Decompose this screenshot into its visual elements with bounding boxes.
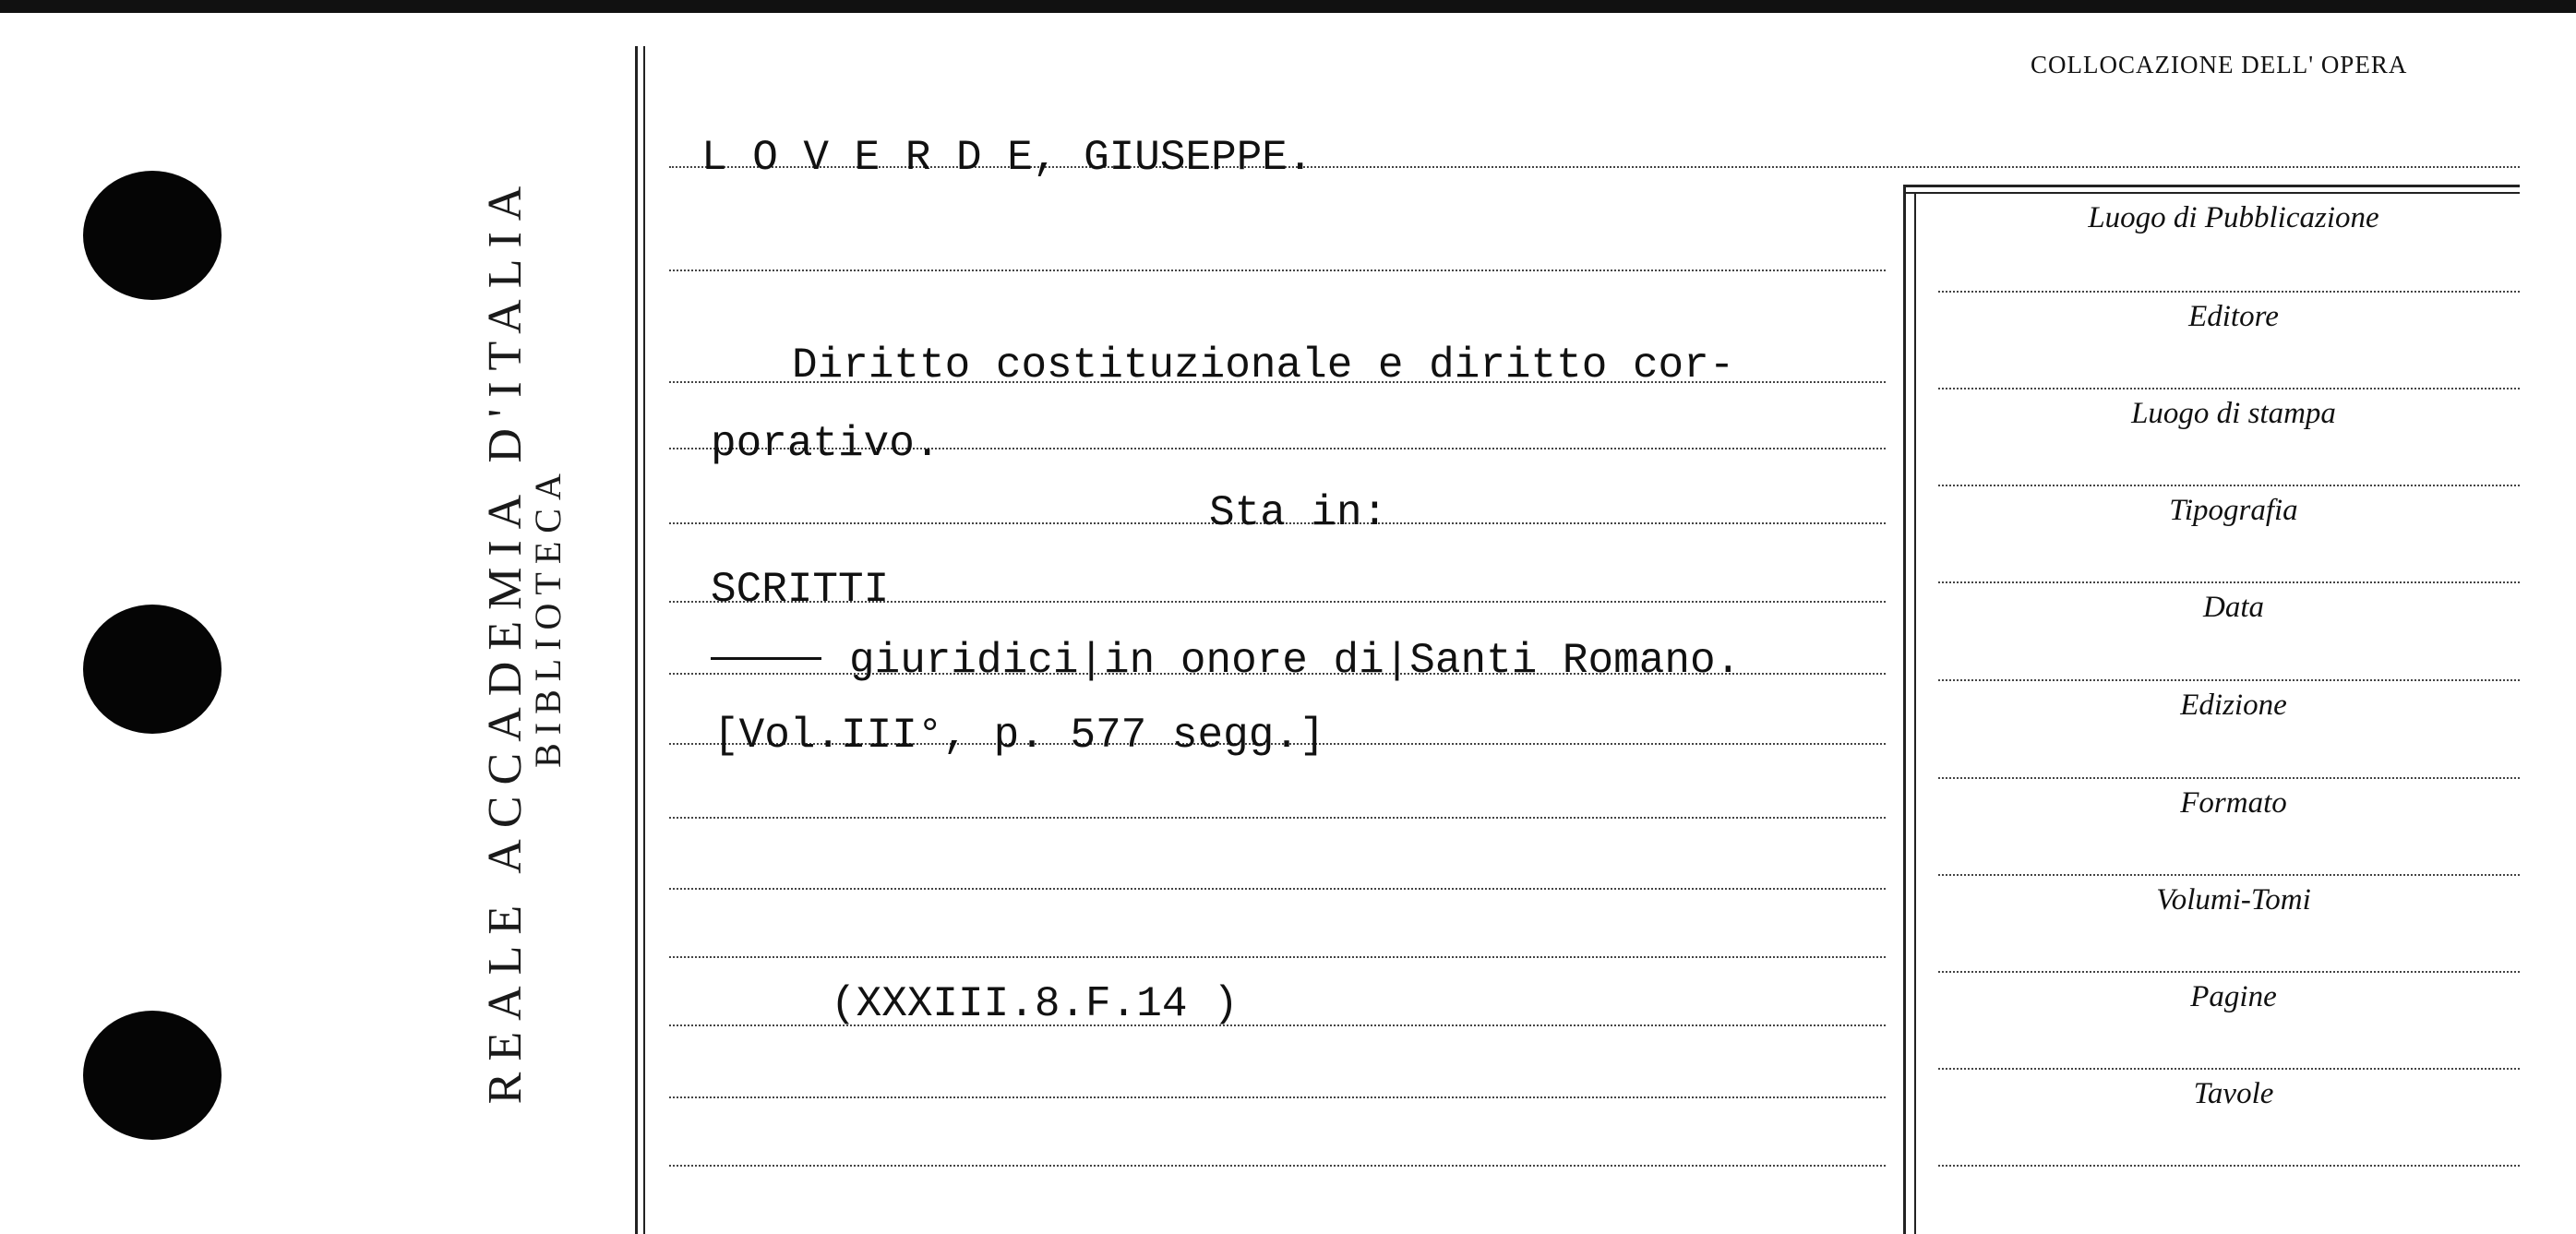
author-name: L O V E R D E, GIUSEPPE. (701, 134, 1313, 182)
left-margin-rule-inner (643, 46, 645, 1234)
scan-top-edge (0, 0, 2576, 13)
dotted-rule (669, 1165, 1886, 1167)
field-rule (1938, 291, 2520, 293)
dotted-rule (669, 956, 1886, 958)
box-left-rule (1903, 185, 1906, 1234)
field-rule (1938, 679, 2520, 681)
field-tipografia: Tipografia (2169, 494, 2298, 527)
field-rule (1938, 1165, 2520, 1167)
punch-hole-middle (83, 605, 222, 734)
field-rule (1938, 777, 2520, 779)
left-margin-rule (635, 46, 638, 1234)
field-tavole: Tavole (2193, 1077, 2274, 1110)
field-rule (1938, 581, 2520, 583)
box-top-rule-inner (1903, 192, 2520, 194)
field-rule (1938, 874, 2520, 876)
in-label: Sta in: (1209, 489, 1388, 537)
institution-name: REALE ACCADEMIA D'ITALIA (479, 174, 532, 1105)
field-rule (1938, 971, 2520, 973)
dotted-rule (669, 270, 1886, 271)
field-editore: Editore (2188, 300, 2279, 333)
field-volumi-tomi: Volumi-Tomi (2156, 883, 2311, 917)
dotted-rule (669, 1096, 1886, 1098)
field-luogo-di-stampa: Luogo di stampa (2131, 397, 2336, 430)
title-line-1: Diritto costituzionale e diritto cor- (792, 341, 1735, 389)
dotted-rule (669, 888, 1886, 890)
punch-hole-bottom (83, 1011, 222, 1140)
series-line-1: SCRITTI (711, 566, 890, 614)
field-edizione: Edizione (2180, 689, 2287, 722)
library-label: BIBLIOTECA (527, 465, 569, 768)
volume-reference: [Vol.III°, p. 577 segg.] (713, 712, 1325, 760)
box-left-rule-inner (1914, 194, 1916, 1234)
field-rule (1938, 388, 2520, 389)
collocation-header: COLLOCAZIONE DELL' OPERA (2031, 51, 2408, 78)
repeat-dash (711, 657, 821, 660)
field-pagine: Pagine (2190, 980, 2277, 1013)
field-data: Data (2203, 591, 2264, 624)
punch-hole-top (83, 171, 222, 300)
shelfmark: (XXXIII.8.F.14 ) (831, 980, 1239, 1028)
box-top-rule (1903, 185, 2520, 187)
field-rule (1938, 485, 2520, 486)
dotted-rule (669, 817, 1886, 819)
field-rule (1938, 1068, 2520, 1070)
field-formato: Formato (2180, 786, 2287, 820)
title-line-2: porativo. (711, 420, 941, 468)
series-line-2: giuridici|in onore di|Santi Romano. (849, 637, 1742, 685)
field-luogo-di-pubblicazione: Luogo di Pubblicazione (2088, 201, 2379, 234)
